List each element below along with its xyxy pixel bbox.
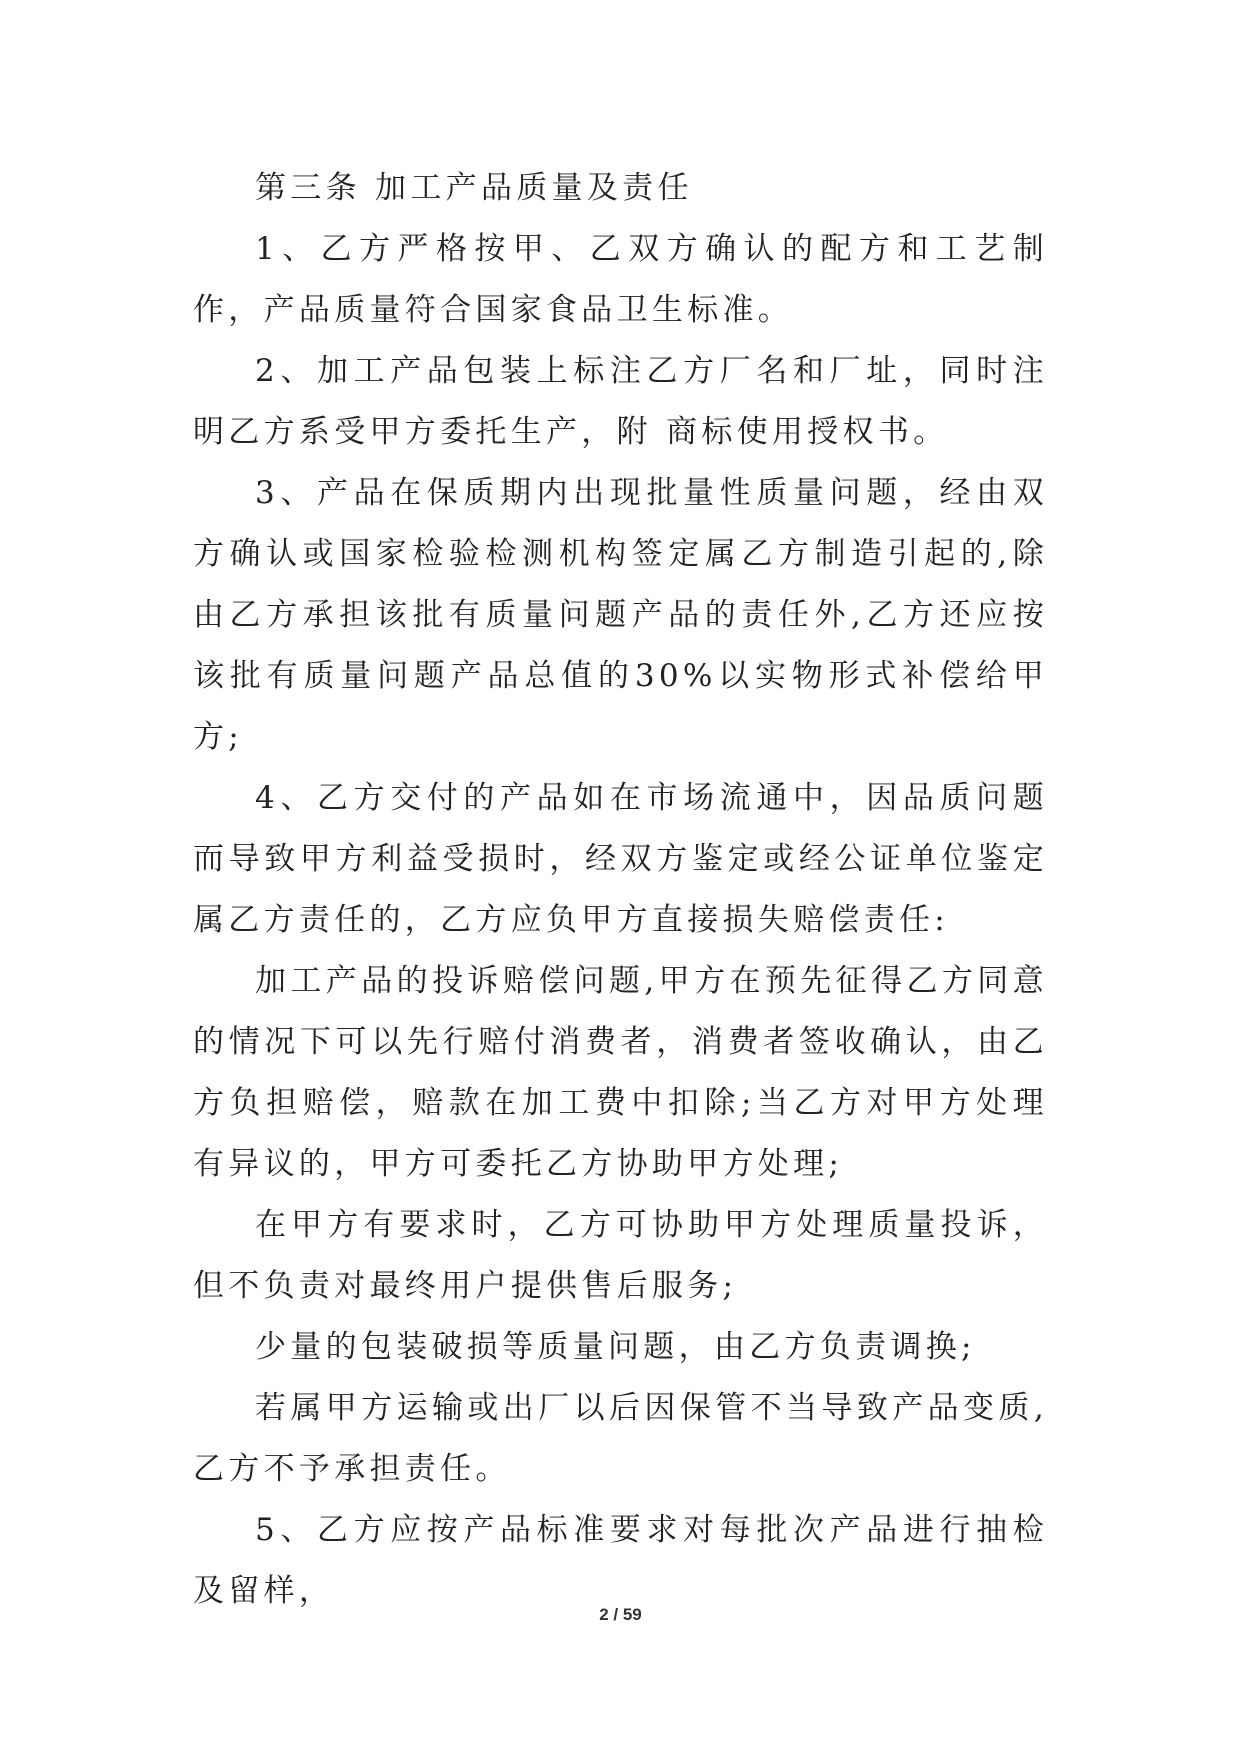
clause-4-transport-exemption: 若属甲方运输或出厂以后因保管不当导致产品变质,乙方不予承担责任。 xyxy=(193,1390,1048,1487)
clause-4: 4、乙方交付的产品如在市场流通中，因品质问题而导致甲方利益受损时，经双方鉴定或经公证单位鉴定属乙方责任的，乙方应负甲方直接损失赔偿责任: xyxy=(193,780,1048,938)
document-body xyxy=(193,158,1048,1622)
page-number: 2 / 59 xyxy=(599,1605,642,1624)
clause-1: 1、乙方严格按甲、乙双方确认的配方和工艺制作，产品质量符合国家食品卫生标准。 xyxy=(193,231,1048,328)
clause-3: 3、产品在保质期内出现批量性质量问题，经由双方确认或国家检验检测机构签定属乙方制造引起的,除由乙方承担该批有质量问题产品的责任外,乙方还应按该批有质量问题产品总值的30%以实物形式补偿给甲方; xyxy=(193,475,1048,755)
clause-2: 2、加工产品包装上标注乙方厂名和厂址，同时注明乙方系受甲方委托生产，附 商标使用授权书。 xyxy=(193,353,1048,450)
clause-5: 5、乙方应按产品标准要求对每批次产品进行抽检及留样， xyxy=(193,1512,1048,1609)
clause-4-package-damage: 少量的包装破损等质量问题，由乙方负责调换; xyxy=(255,1329,976,1365)
clause-4-complaint-compensation: 加工产品的投诉赔偿问题,甲方在预先征得乙方同意的情况下可以先行赔付消费者，消费者签收确认，由乙方负担赔偿，赔款在加工费中扣除;当乙方对甲方处理有异议的，甲方可委托乙方协助甲方处理; xyxy=(193,963,1048,1182)
article-heading: 第三条 加工产品质量及责任 xyxy=(255,170,693,206)
clause-4-assist-complaint: 在甲方有要求时，乙方可协助甲方处理质量投诉，但不负责对最终用户提供售后服务; xyxy=(193,1207,1048,1304)
